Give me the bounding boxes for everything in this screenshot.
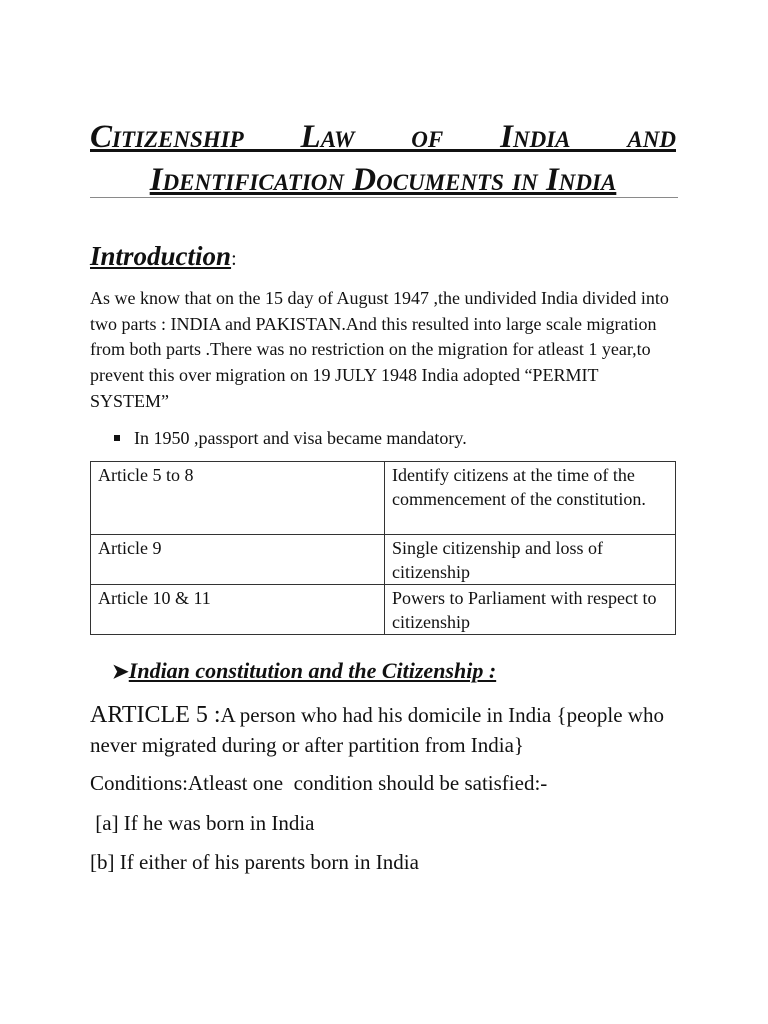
introduction-heading-label: Introduction [90, 241, 232, 271]
description-cell: Single citizenship and loss of citizenship [385, 535, 676, 585]
document-title-line-1: Citizenship Law of India and [90, 119, 676, 155]
conditions-intro: Conditions:Atleast one condition should be satisfied:- [90, 771, 548, 795]
bullet-item [116, 426, 467, 450]
condition-a: [a] If he was born in India [90, 811, 315, 835]
article-cell: Article 9 [91, 535, 385, 585]
description-cell: Powers to Parliament with respect to citizenship [385, 585, 676, 635]
introduction-heading [90, 238, 237, 277]
article-5-text: A person who had his domicile in India {people who never migrated during or after partition from India} [90, 703, 664, 757]
article-5-label: ARTICLE 5 : [90, 702, 221, 728]
table-row [91, 585, 676, 635]
article-cell: Article 10 & 11 [91, 585, 385, 635]
table-row [91, 535, 676, 585]
description-cell: Identify citizens at the time of the commencement of the constitution. [385, 462, 676, 535]
constitution-section-heading [112, 656, 496, 687]
document-title-line-2: Identification Documents in India [149, 162, 617, 198]
articles-table [90, 461, 676, 635]
introduction-heading-colon: : [231, 248, 237, 270]
article-cell: Article 5 to 8 [91, 462, 385, 535]
section-heading-label: Indian constitution and the Citizenship : [128, 658, 497, 683]
arrow-bullet-icon: ➤ [112, 661, 129, 683]
title-divider [90, 197, 678, 198]
table-row [91, 462, 676, 535]
introduction-paragraph: As we know that on the 15 day of August 1947 ,the undivided India divided into two parts : INDIA and PAKISTAN.And this resulted into large scale migration from both parts .There was no restriction on the migration for atleast 1 year,to prevent this over migration on 19 JULY 1948 India adopted “PERMIT SYSTEM” [90, 288, 669, 411]
square-bullet-icon [114, 435, 120, 441]
bullet-text: In 1950 ,passport and visa became mandatory. [134, 428, 467, 448]
condition-b: [b] If either of his parents born in India [90, 850, 419, 874]
article-5-paragraph [90, 700, 680, 760]
